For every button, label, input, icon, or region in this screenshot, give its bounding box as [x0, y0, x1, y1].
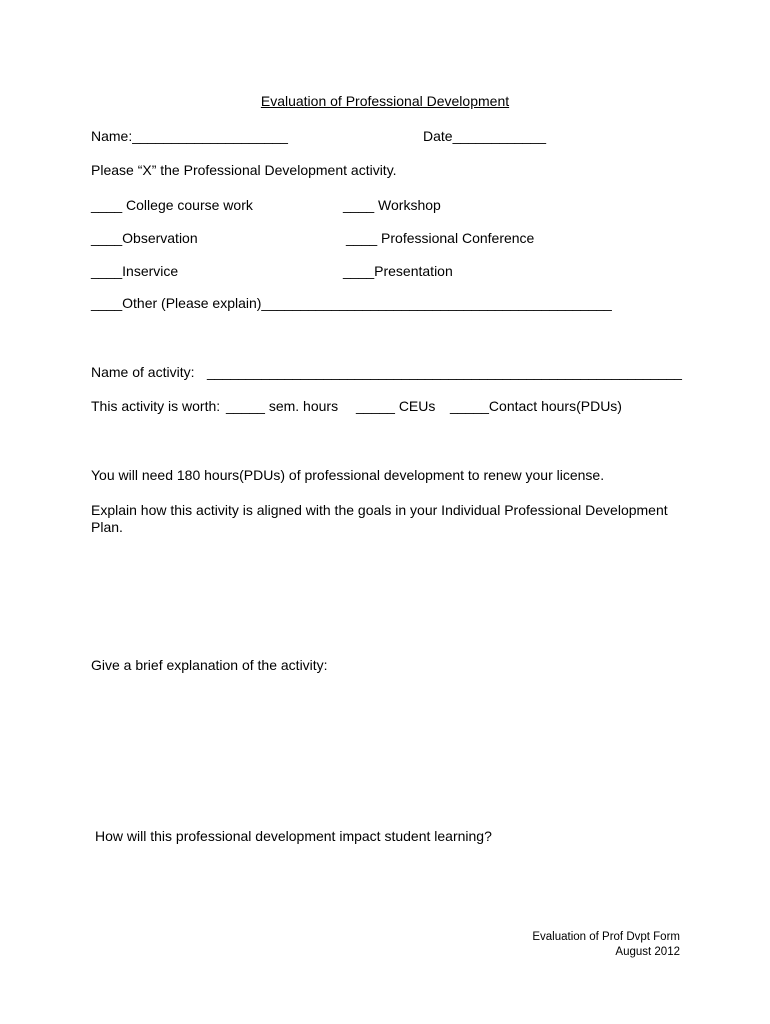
brief-explanation-question: Give a brief explanation of the activity: — [91, 657, 328, 673]
instruction-text: Please “X” the Professional Development activity. — [91, 162, 397, 178]
date-field[interactable]: Date____________ — [423, 128, 547, 144]
activity-name-line[interactable]: _____________________________________________________________ — [207, 364, 682, 380]
form-footer — [532, 930, 680, 960]
option-inservice[interactable]: ____Inservice — [91, 263, 179, 279]
sem-hours-field[interactable]: _____ sem. hours — [226, 398, 339, 414]
worth-label: This activity is worth: — [91, 398, 221, 414]
option-workshop[interactable]: ____ Workshop — [343, 197, 441, 213]
option-college-course-work[interactable]: ____ College course work — [91, 197, 253, 213]
ceus-field[interactable]: _____ CEUs — [356, 398, 436, 414]
footer-date: August 2012 — [615, 946, 680, 958]
option-presentation[interactable]: ____Presentation — [343, 263, 453, 279]
contact-hours-field[interactable]: _____Contact hours(PDUs) — [450, 398, 622, 414]
option-other[interactable]: ____Other (Please explain)_____________________________________________ — [91, 295, 612, 311]
impact-question: How will this professional development impact student learning? — [95, 828, 492, 844]
name-field[interactable]: Name:____________________ — [91, 128, 288, 144]
option-professional-conference[interactable]: ____ Professional Conference — [346, 230, 535, 246]
alignment-question: Explain how this activity is aligned with the goals in your Individual Professional Development Plan. — [91, 502, 668, 535]
form-title: Evaluation of Professional Development — [260, 93, 510, 109]
footer-form-name: Evaluation of Prof Dvpt Form — [532, 931, 680, 943]
renew-note: You will need 180 hours(PDUs) of professional development to renew your license. — [91, 467, 605, 483]
activity-name-label: Name of activity: — [91, 364, 195, 380]
option-observation[interactable]: ____Observation — [91, 230, 198, 246]
